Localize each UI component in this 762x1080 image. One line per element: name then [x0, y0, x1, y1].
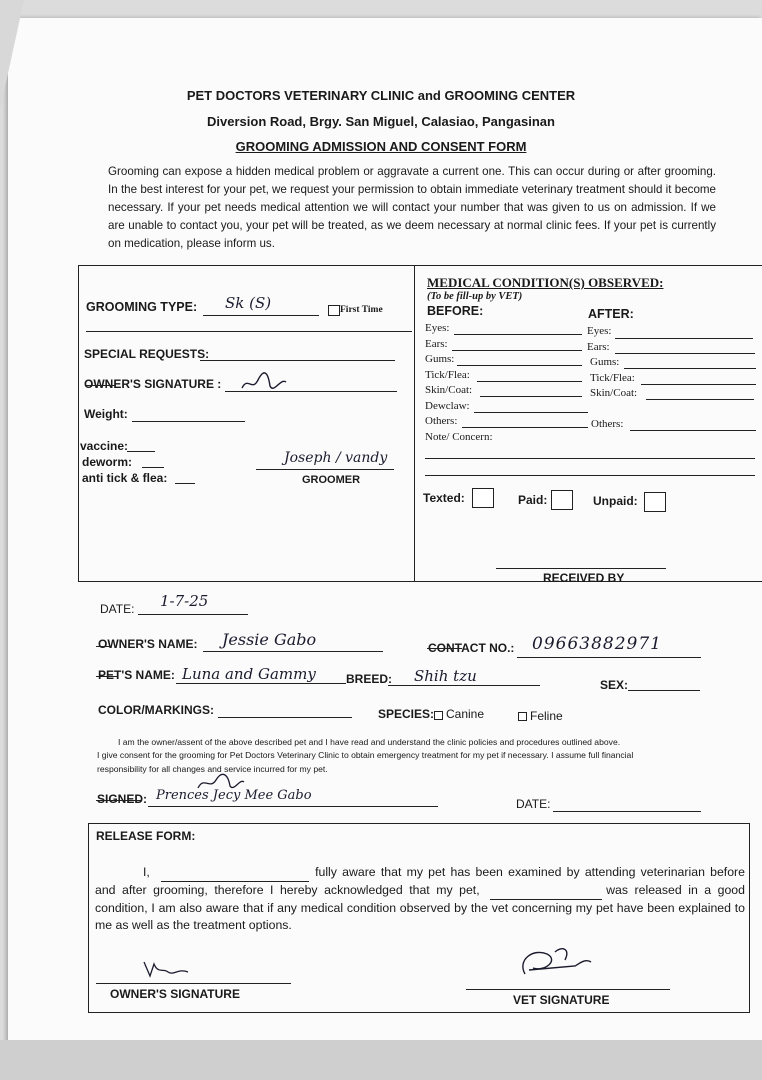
date-line	[138, 614, 248, 615]
signed-label: SIGNED:	[97, 792, 148, 806]
vet-signature-label: VET SIGNATURE	[513, 993, 610, 1007]
canine-label: Canine	[446, 707, 485, 721]
before-eyes-line	[454, 334, 582, 335]
strike-signed	[96, 800, 142, 801]
contact-line	[517, 657, 701, 658]
before-gums: Gums:	[425, 353, 455, 365]
deworm-label: deworm:	[82, 455, 133, 469]
before-skin-line	[480, 396, 582, 397]
signed-value: Prences Jecy Mee Gabo	[156, 788, 312, 803]
before-ears: Ears:	[425, 338, 448, 350]
color-markings-line	[218, 717, 352, 718]
contact-label: CONTACT NO.:	[428, 641, 515, 655]
before-ears-line	[452, 350, 582, 351]
after-label: AFTER:	[588, 307, 634, 321]
owner-name-value: Jessie Gabo	[222, 630, 317, 649]
consent-line-3: responsibility for all changes and service incurred for my pet.	[97, 764, 328, 774]
after-eyes: Eyes:	[587, 325, 612, 337]
feline-label: Feline	[530, 709, 563, 723]
before-gums-line	[457, 365, 582, 366]
clinic-name: PET DOCTORS VETERINARY CLINIC and GROOMING CENTER	[186, 88, 576, 103]
weight-line	[132, 421, 245, 422]
first-time-label: First Time	[340, 305, 383, 315]
before-dewclaw-line	[474, 412, 588, 413]
anti-tick-line	[175, 483, 195, 484]
breed-line	[388, 685, 540, 686]
sex-line	[628, 690, 700, 691]
release-owner-line	[96, 983, 291, 984]
signed-line	[148, 806, 438, 807]
owner-signature-scribble	[240, 370, 290, 401]
release-paragraph	[95, 864, 745, 934]
before-tick-line	[477, 381, 582, 382]
strike-pet-name	[96, 676, 118, 677]
paid-label: Paid:	[518, 493, 548, 507]
anti-tick-label: anti tick & flea:	[82, 471, 168, 485]
sex-label: SEX:	[600, 678, 629, 692]
before-tick: Tick/Flea:	[425, 369, 470, 381]
intro-paragraph: Grooming can expose a hidden medical problem or aggravate a current one. This can occur during or after grooming. In the best interest for your pet, we request your permission to obtain immediate veterinary treatment should it become necessary. If your pet needs medical attention we will contact your number that was given to us on admission. If we are unable to contact you, your pet will be treated, as we deem necessary at normal clinic fees. If your pet is currently on medication, please inform us.	[108, 165, 716, 250]
breed-value: Shih tzu	[414, 667, 477, 685]
pet-name-line	[176, 683, 346, 684]
release-text-1: fully aware that my pet has been examined by attending veterinarian before and after grooming, therefore I hereby acknowledged that my pet,	[95, 865, 745, 897]
contact-value: 09663882971	[532, 634, 662, 654]
texted-label: Texted:	[423, 491, 465, 505]
consent-date-label: DATE:	[516, 797, 551, 811]
pet-name-value: Luna and Gammy	[182, 665, 316, 683]
signed-scribble	[196, 772, 246, 799]
before-label: BEFORE:	[427, 304, 484, 318]
grooming-type-line	[203, 315, 319, 316]
date-label: DATE:	[100, 602, 135, 616]
grooming-extra-line	[86, 331, 412, 332]
unpaid-label: Unpaid:	[593, 494, 638, 508]
release-text-2: was released in a good condition, I am also aware that if any medical condition observed by the vet concerning my pet have been explained to me as well as the treatment options.	[95, 883, 745, 932]
consent-line-1: I am the owner/assent of the above described pet and I have read and understand the clinic policies and procedures outlined above.	[118, 737, 621, 747]
after-gums: Gums:	[590, 356, 620, 368]
grooming-type-label: GROOMING TYPE:	[86, 300, 198, 314]
feline-checkbox[interactable]	[518, 712, 527, 721]
owner-name-label: OWNER'S NAME:	[98, 637, 198, 651]
before-others-line	[462, 427, 588, 428]
color-markings-label: COLOR/MARKINGS:	[98, 703, 214, 717]
received-by-label: RECEIVED BY	[543, 571, 625, 585]
medical-title: MEDICAL CONDITION(S) OBSERVED:	[427, 275, 664, 290]
paid-checkbox[interactable]	[551, 490, 573, 510]
after-ears: Ears:	[587, 341, 610, 353]
after-others-line	[630, 430, 756, 431]
box-divider	[414, 265, 415, 582]
deworm-line	[142, 467, 164, 468]
release-i: I,	[143, 865, 150, 879]
clinic-address: Diversion Road, Brgy. San Miguel, Calasiao, Pangasinan	[207, 114, 555, 129]
special-requests-line	[200, 360, 395, 361]
release-pet-line	[490, 882, 602, 900]
before-dewclaw: Dewclaw:	[425, 400, 470, 412]
weight-label: Weight:	[84, 407, 128, 421]
after-tick-line	[641, 384, 756, 385]
after-skin-line	[646, 399, 754, 400]
vet-signature-line	[466, 989, 670, 990]
breed-label: BREED:	[346, 672, 393, 686]
scanner-edge	[0, 1040, 762, 1080]
received-by-line	[496, 568, 666, 569]
strike-owner-name	[96, 646, 112, 647]
pet-name-label: PET'S NAME:	[98, 668, 175, 682]
note-line-1	[425, 458, 755, 459]
groomer-line	[256, 469, 394, 470]
after-tick: Tick/Flea:	[590, 372, 635, 384]
date-value: 1-7-25	[160, 592, 209, 610]
first-time-checkbox[interactable]	[328, 305, 340, 316]
before-skin: Skin/Coat:	[425, 384, 473, 396]
vaccine-line	[127, 451, 155, 452]
strike-contact	[427, 648, 462, 649]
vet-signature-scribble	[515, 944, 595, 989]
after-others: Others:	[591, 418, 624, 430]
groomer-label: GROOMER	[302, 474, 361, 486]
special-requests-label: SPECIAL REQUESTS:	[84, 347, 210, 361]
after-eyes-line	[615, 338, 753, 339]
before-others: Others:	[425, 415, 458, 427]
owner-name-line	[203, 651, 383, 652]
consent-line-2: I give consent for the grooming for Pet Doctors Veterinary Clinic to obtain emergency treatment for my pet if necessary. I assume full financial	[97, 750, 634, 760]
note-concern: Note/ Concern:	[425, 431, 493, 443]
form-title: GROOMING ADMISSION AND CONSENT FORM	[235, 139, 527, 154]
texted-checkbox[interactable]	[472, 488, 494, 508]
medical-subtitle: (To be fill-up by VET)	[427, 291, 523, 302]
vaccine-label: vaccine:	[80, 439, 129, 453]
owner-signature-label: OWNER'S SIGNATURE :	[84, 377, 222, 391]
groomer-name: Joseph / vandy	[284, 450, 388, 466]
strike-owner	[86, 385, 116, 386]
release-title: RELEASE FORM:	[96, 829, 196, 843]
before-eyes: Eyes:	[425, 322, 450, 334]
unpaid-checkbox[interactable]	[644, 492, 666, 512]
canine-checkbox[interactable]	[434, 711, 443, 720]
release-name-line	[161, 864, 309, 882]
note-line-2	[425, 475, 755, 476]
grooming-type-value: Sk (S)	[225, 294, 272, 312]
consent-date-line	[553, 811, 701, 812]
release-owner-label: OWNER'S SIGNATURE	[110, 987, 240, 1001]
species-label: SPECIES:	[378, 707, 435, 721]
after-skin: Skin/Coat:	[590, 387, 638, 399]
after-ears-line	[615, 353, 755, 354]
after-gums-line	[624, 368, 756, 369]
